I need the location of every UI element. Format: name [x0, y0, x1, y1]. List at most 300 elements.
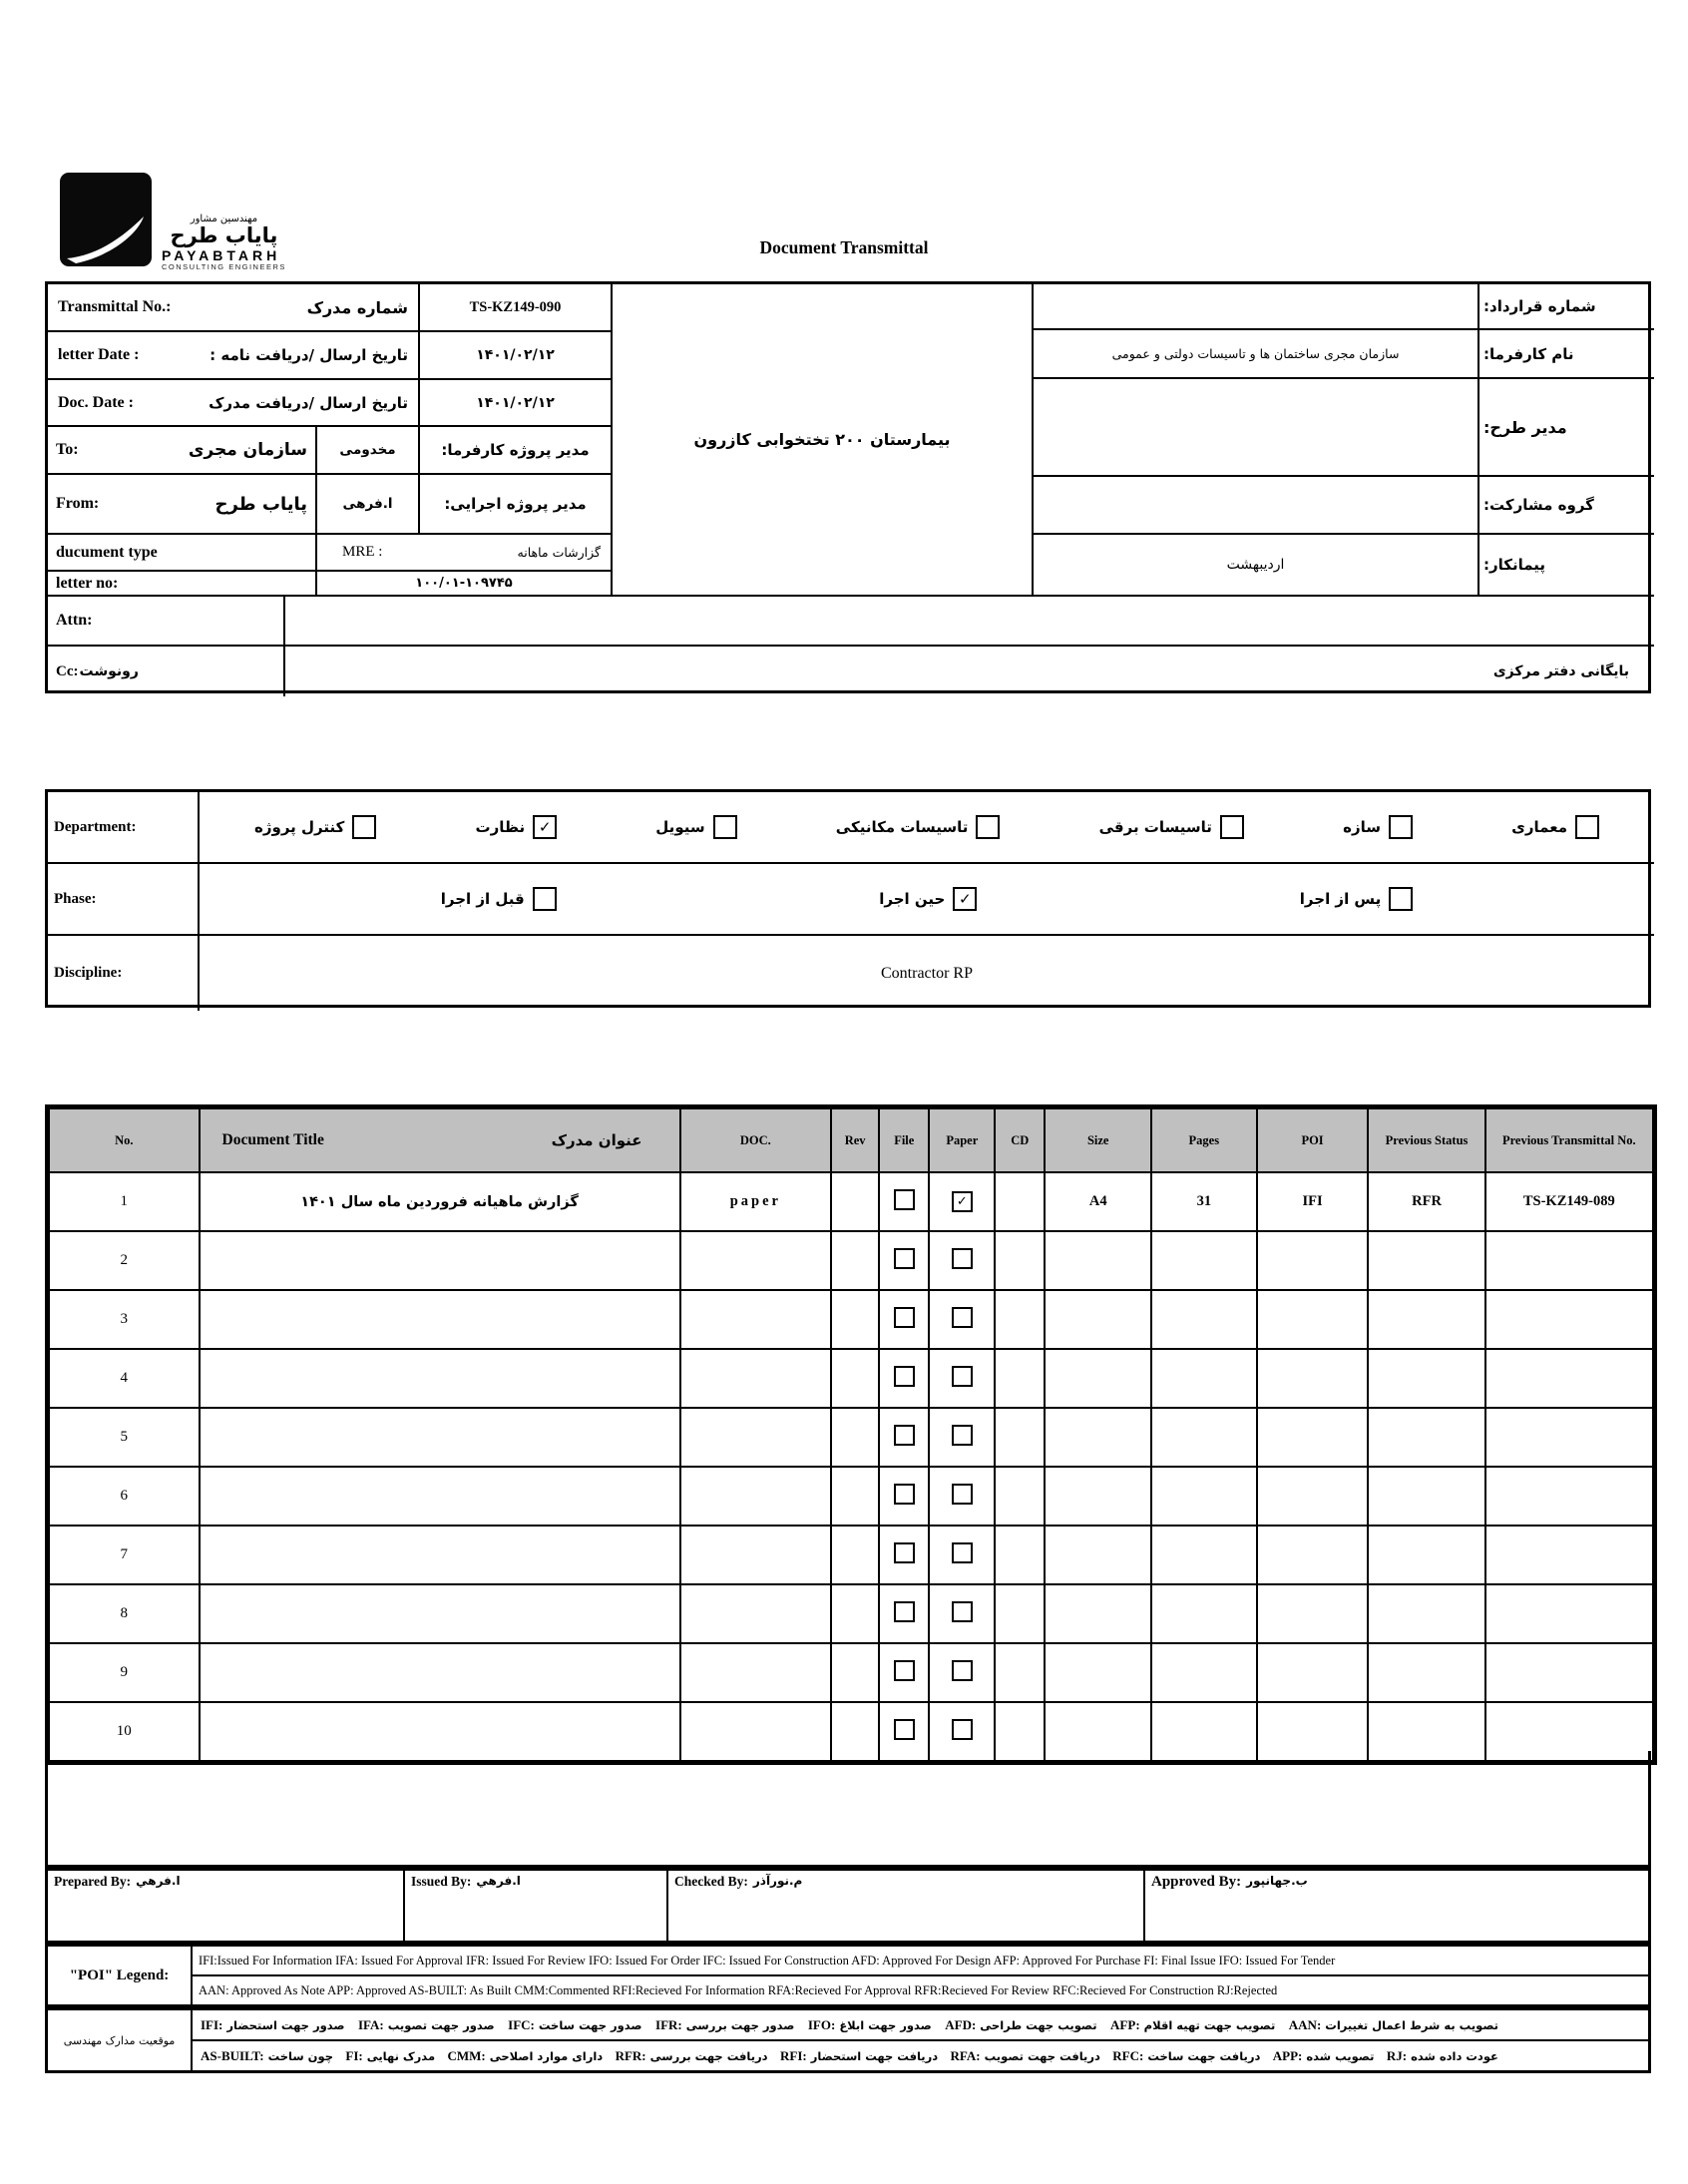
table-row — [49, 1408, 1653, 1467]
from-cell — [48, 475, 317, 535]
letter-date-label-fa: تاریخ ارسال /دریافت نامه : — [210, 346, 408, 364]
legend-item — [1387, 2048, 1498, 2064]
cell-pages — [1151, 1231, 1257, 1290]
legend-text: مدرک نهایی — [366, 2048, 436, 2063]
legend-item — [616, 2048, 768, 2064]
legend-item — [1273, 2048, 1375, 2064]
checkbox-label: پس از اجرا — [1299, 890, 1382, 908]
cell-pages: 31 — [1151, 1172, 1257, 1231]
transmittal-no-value: TS-KZ149-090 — [420, 284, 613, 332]
table-row — [49, 1584, 1653, 1643]
cell-poi — [1257, 1643, 1369, 1702]
checkbox-item — [441, 887, 557, 911]
transmittal-no-label-cell — [48, 284, 420, 332]
header-info-table — [45, 281, 1651, 693]
client-name-value: سازمان مجری ساختمان ها و تاسیسات دولتی و عمومی — [1034, 330, 1479, 379]
file-checkbox[interactable] — [894, 1542, 915, 1563]
cell-cd — [995, 1408, 1045, 1467]
col-header-prev-transmittal: Previous Transmittal No. — [1485, 1108, 1653, 1172]
legend-code: IFO: — [807, 2016, 836, 2032]
cell-doc — [680, 1643, 832, 1702]
cell-title: گزارش ماهیانه فروردین ماه سال ۱۴۰۱ — [200, 1172, 680, 1231]
legend-text: دریافت جهت تصویب — [984, 2048, 1100, 2063]
cell-paper — [929, 1526, 995, 1584]
brand-fa-big: پایاب طرح — [170, 223, 278, 248]
legend-code: AS-BUILT: — [201, 2047, 264, 2063]
to-cell — [48, 427, 317, 475]
col-header-title — [200, 1108, 680, 1172]
cell-rev — [831, 1643, 879, 1702]
cell-poi — [1257, 1584, 1369, 1643]
cell-pages — [1151, 1526, 1257, 1584]
phase-label-cell — [48, 864, 200, 936]
checkbox-item — [1099, 815, 1244, 839]
paper-checkbox[interactable] — [952, 1425, 973, 1446]
cell-cd — [995, 1172, 1045, 1231]
doc-date-value: ۱۴۰۱/۰۲/۱۲ — [420, 380, 613, 427]
cell-title — [200, 1290, 680, 1349]
checkbox-item — [879, 887, 977, 911]
cell-prev-status — [1368, 1408, 1484, 1467]
checkbox-item — [836, 815, 1001, 839]
col-header-size: Size — [1045, 1108, 1151, 1172]
brand-subtitle: CONSULTING ENGINEERS — [162, 262, 286, 272]
legend-item — [780, 2048, 938, 2064]
cell-rev — [831, 1467, 879, 1526]
cc-label-fa: رونوشت — [79, 663, 139, 679]
cell-no: 9 — [49, 1643, 200, 1702]
discipline-label: Discipline: — [54, 965, 123, 981]
cell-prev-status — [1368, 1643, 1484, 1702]
cc-value: بایگانی دفتر مرکزی — [1492, 663, 1629, 679]
file-checkbox[interactable] — [894, 1660, 915, 1681]
legend-text: تصویب جهت طراحی — [980, 2017, 1097, 2032]
document-list-table — [45, 1104, 1657, 1765]
cell-no: 10 — [49, 1702, 200, 1761]
department-label-cell — [48, 792, 200, 864]
cell-no: 8 — [49, 1584, 200, 1643]
legend-text: چون ساخت — [267, 2048, 333, 2063]
checkbox[interactable] — [1389, 815, 1413, 839]
cell-prev-status — [1368, 1584, 1484, 1643]
checkbox-item — [1300, 887, 1413, 911]
letter-no-value: ۱۰۰/۰۱-۱۰۹۷۴۵ — [317, 572, 613, 597]
checkbox[interactable] — [953, 887, 977, 911]
design-manager-label: مدیر طرح: — [1479, 379, 1654, 477]
remarks-empty-box — [45, 1751, 1651, 1868]
poi-legend-line1: IFI:Issued For Information IFA: Issued For Approval IFR: Issued For Review IFO: Issued For Order IFC: Issued For Construction AFD: Approved For Design AFP: Approved For Purchase FI: Final Issue IFO: Issued For Tender — [193, 1947, 1648, 1976]
table-row — [49, 1290, 1653, 1349]
cell-paper — [929, 1467, 995, 1526]
issued-by-cell — [405, 1871, 668, 1941]
jv-group-label: گروه مشارکت: — [1479, 477, 1654, 535]
attn-value — [285, 597, 1654, 647]
to-person: مخدومی — [317, 427, 420, 475]
cell-size — [1045, 1408, 1151, 1467]
legend-text: دریافت جهت استحضار — [810, 2048, 939, 2063]
checkbox-label: کنترل پروژه — [254, 818, 345, 836]
cell-size — [1045, 1643, 1151, 1702]
letter-date-value: ۱۴۰۱/۰۲/۱۲ — [420, 332, 613, 380]
cell-doc — [680, 1526, 832, 1584]
legend-code: AFD: — [945, 2016, 977, 2032]
paper-checkbox[interactable] — [952, 1660, 973, 1681]
cell-no: 6 — [49, 1467, 200, 1526]
cell-rev — [831, 1172, 879, 1231]
letter-date-label-en: letter Date : — [58, 346, 140, 363]
brand-latin: PAYABTARH — [162, 247, 281, 264]
cell-doc — [680, 1349, 832, 1408]
cell-prev-transmittal — [1485, 1643, 1653, 1702]
paper-checkbox[interactable] — [952, 1601, 973, 1622]
cell-no: 5 — [49, 1408, 200, 1467]
checkbox-label: قبل از اجرا — [440, 890, 525, 908]
checkbox[interactable] — [1220, 815, 1244, 839]
cell-paper — [929, 1290, 995, 1349]
checkbox-label: معماری — [1511, 818, 1567, 836]
phase-label: Phase: — [54, 890, 97, 907]
cell-prev-transmittal — [1485, 1408, 1653, 1467]
checkbox[interactable] — [713, 815, 737, 839]
legend-text: تصویب جهت تهیه اقلام — [1143, 2017, 1276, 2032]
col-header-doc: DOC. — [680, 1108, 832, 1172]
cell-doc — [680, 1290, 832, 1349]
cell-size — [1045, 1231, 1151, 1290]
paper-checkbox[interactable] — [952, 1307, 973, 1328]
legend-item — [655, 2017, 794, 2033]
col-header-title-fa: عنوان مدرک — [551, 1131, 642, 1149]
prepared-by-label: Prepared By: — [54, 1874, 132, 1889]
cell-prev-status — [1368, 1231, 1484, 1290]
checkbox[interactable] — [352, 815, 376, 839]
cell-pages — [1151, 1467, 1257, 1526]
cell-cd — [995, 1231, 1045, 1290]
transmittal-no-label-en: Transmittal No.: — [58, 298, 172, 315]
cell-paper — [929, 1408, 995, 1467]
cell-title — [200, 1526, 680, 1584]
approved-by-cell — [1145, 1871, 1648, 1941]
cell-prev-status: RFR — [1368, 1172, 1484, 1231]
legend-text: دریافت جهت بررسی — [649, 2048, 768, 2063]
contract-no-label: شماره قرارداد: — [1479, 284, 1654, 330]
to-label: To: — [56, 441, 79, 458]
contract-no-value — [1034, 284, 1479, 330]
classification-table — [45, 789, 1651, 1008]
checkbox-label: سازه — [1343, 818, 1381, 836]
cell-prev-transmittal — [1485, 1584, 1653, 1643]
brand-fa-small: مهندسین مشاور — [190, 213, 258, 224]
checkbox-item — [476, 815, 558, 839]
legend-text: تصویب به شرط اعمال تغییرات — [1325, 2017, 1498, 2032]
file-checkbox[interactable] — [894, 1366, 915, 1387]
legend-text: تصویب شده — [1306, 2048, 1375, 2063]
doc-type-value-cell — [317, 535, 613, 572]
cell-title — [200, 1467, 680, 1526]
cell-pages — [1151, 1584, 1257, 1643]
legend-text: دریافت جهت ساخت — [1147, 2048, 1261, 2063]
col-header-poi: POI — [1257, 1108, 1369, 1172]
project-name-cell: بیمارستان ۲۰۰ تختخوابی کازرون — [613, 284, 1034, 597]
cell-doc — [680, 1231, 832, 1290]
cell-size — [1045, 1467, 1151, 1526]
checkbox[interactable] — [533, 887, 557, 911]
cell-poi — [1257, 1290, 1369, 1349]
legend-text: صدور جهت تصویب — [387, 2017, 495, 2032]
legend-code: IFC: — [508, 2016, 535, 2032]
cell-pages — [1151, 1349, 1257, 1408]
legend-code: AFP: — [1110, 2016, 1140, 2032]
legend-code: IFR: — [655, 2016, 682, 2032]
legend-code: RFI: — [779, 2047, 807, 2063]
paper-checkbox[interactable] — [952, 1248, 973, 1269]
cell-poi: IFI — [1257, 1172, 1369, 1231]
legend-item — [358, 2017, 495, 2033]
prepared-by-value: ا.فرهي — [136, 1874, 181, 1888]
checkbox[interactable] — [976, 815, 1000, 839]
table-row — [49, 1231, 1653, 1290]
cell-poi — [1257, 1467, 1369, 1526]
cell-cd — [995, 1349, 1045, 1408]
checked-by-label: Checked By: — [674, 1874, 748, 1889]
cell-no: 3 — [49, 1290, 200, 1349]
attn-label: Attn: — [56, 612, 93, 629]
signature-row — [45, 1868, 1651, 1944]
cell-poi — [1257, 1231, 1369, 1290]
checkbox-item — [1511, 815, 1599, 839]
paper-checkbox[interactable] — [952, 1191, 973, 1212]
legend-text: صدور جهت ابلاغ — [839, 2017, 932, 2032]
legend-code: AAN: — [1288, 2016, 1322, 2032]
cell-file — [879, 1584, 929, 1643]
cell-pages — [1151, 1643, 1257, 1702]
paper-checkbox[interactable] — [952, 1484, 973, 1505]
file-checkbox[interactable] — [894, 1719, 915, 1740]
cell-no: 1 — [49, 1172, 200, 1231]
cell-poi — [1257, 1349, 1369, 1408]
cc-label-en: Cc: — [56, 662, 79, 679]
poi-legend — [45, 1944, 1651, 2007]
cell-prev-transmittal: TS-KZ149-089 — [1485, 1172, 1653, 1231]
paper-checkbox[interactable] — [952, 1366, 973, 1387]
paper-checkbox[interactable] — [952, 1542, 973, 1563]
col-header-file: File — [879, 1108, 929, 1172]
legend-item — [1110, 2017, 1275, 2033]
col-header-cd: CD — [995, 1108, 1045, 1172]
cell-pages — [1151, 1408, 1257, 1467]
doc-date-label-cell — [48, 380, 420, 427]
cell-prev-status — [1368, 1290, 1484, 1349]
col-header-no: No. — [49, 1108, 200, 1172]
from-person: ا.فرهی — [317, 475, 420, 535]
from-value: پایاب طرح — [214, 493, 307, 515]
poi-legend-title: "POI" Legend: — [48, 1947, 193, 2004]
cell-size: A4 — [1045, 1172, 1151, 1231]
cell-cd — [995, 1643, 1045, 1702]
legend-item — [808, 2017, 932, 2033]
doc-type-value: MRE : — [342, 544, 383, 560]
department-label: Department: — [54, 818, 137, 835]
cell-no: 7 — [49, 1526, 200, 1584]
table-row — [49, 1526, 1653, 1584]
cell-file — [879, 1643, 929, 1702]
legend-code: FI: — [345, 2047, 363, 2063]
phase-options — [200, 864, 1654, 936]
fa-legend-row1 — [193, 2010, 1648, 2041]
cell-cd — [995, 1584, 1045, 1643]
cell-poi — [1257, 1408, 1369, 1467]
page-title: Document Transmittal — [759, 237, 929, 257]
cell-file — [879, 1467, 929, 1526]
cell-title — [200, 1584, 680, 1643]
poi-legend-line2: AAN: Approved As Note APP: Approved AS-BUILT: As Built CMM:Commented RFI:Recieved For Information RFA:Recieved For Approval RFR:Recieved For Review RFC:Recieved For Construction RJ:Rejected — [199, 1982, 1278, 1997]
cell-doc: paper — [680, 1172, 832, 1231]
file-checkbox[interactable] — [894, 1248, 915, 1269]
cell-poi — [1257, 1526, 1369, 1584]
cell-size — [1045, 1290, 1151, 1349]
fa-legend — [45, 2007, 1651, 2073]
cell-title — [200, 1231, 680, 1290]
checked-by-cell — [668, 1871, 1145, 1941]
checkbox-label: سیویل — [655, 818, 705, 836]
contractor-label: پیمانکار: — [1479, 535, 1654, 597]
cell-cd — [995, 1290, 1045, 1349]
fa-legend-side-label: موقعیت مدارک مهندسی — [48, 2010, 193, 2070]
letter-no-label-cell — [48, 572, 317, 597]
checkbox-label: تاسیسات برقی — [1098, 818, 1212, 836]
file-checkbox[interactable] — [894, 1601, 915, 1622]
doc-type-label: ducument type — [56, 543, 158, 561]
col-header-paper: Paper — [929, 1108, 995, 1172]
approved-by-label: Approved By: — [1151, 1874, 1242, 1890]
legend-code: RFA: — [950, 2047, 981, 2063]
legend-code: RJ: — [1386, 2047, 1408, 2063]
checkbox[interactable] — [1389, 887, 1413, 911]
checked-by-value: م.نورآذر — [752, 1874, 803, 1888]
cell-prev-transmittal — [1485, 1290, 1653, 1349]
cell-rev — [831, 1231, 879, 1290]
exec-pm-label: مدیر پروژه اجرایی: — [420, 475, 613, 535]
checkbox[interactable] — [533, 815, 557, 839]
legend-text: صدور جهت ساخت — [538, 2017, 642, 2032]
cell-prev-transmittal — [1485, 1467, 1653, 1526]
department-options — [200, 792, 1654, 864]
letter-date-label-cell — [48, 332, 420, 380]
cell-doc — [680, 1467, 832, 1526]
checkbox-item — [655, 815, 736, 839]
cell-no: 4 — [49, 1349, 200, 1408]
paper-checkbox[interactable] — [952, 1719, 973, 1740]
doc-date-label-en: Doc. Date : — [58, 393, 134, 411]
cell-prev-status — [1368, 1467, 1484, 1526]
checkbox-label: نظارت — [475, 818, 526, 836]
doc-type-label-cell — [48, 535, 317, 572]
table-row — [49, 1467, 1653, 1526]
col-header-title-en: Document Title — [221, 1131, 324, 1148]
file-checkbox[interactable] — [894, 1189, 915, 1210]
legend-code: RFR: — [615, 2047, 646, 2063]
cell-paper — [929, 1231, 995, 1290]
cell-cd — [995, 1467, 1045, 1526]
cell-rev — [831, 1349, 879, 1408]
cc-label-cell — [48, 647, 285, 696]
cell-size — [1045, 1584, 1151, 1643]
to-value: سازمان مجری — [188, 440, 307, 460]
table-row — [49, 1349, 1653, 1408]
legend-text: صدور جهت بررسی — [685, 2017, 795, 2032]
cell-rev — [831, 1290, 879, 1349]
checkbox[interactable] — [1575, 815, 1599, 839]
cell-size — [1045, 1526, 1151, 1584]
legend-code: APP: — [1272, 2047, 1303, 2063]
cell-rev — [831, 1584, 879, 1643]
table-row — [49, 1172, 1653, 1231]
legend-item — [951, 2048, 1100, 2064]
cell-prev-transmittal — [1485, 1526, 1653, 1584]
cell-no: 2 — [49, 1231, 200, 1290]
cell-rev — [831, 1408, 879, 1467]
checkbox-label: حین اجرا — [879, 890, 946, 908]
cell-title — [200, 1408, 680, 1467]
checkbox-item — [254, 815, 376, 839]
cell-paper — [929, 1584, 995, 1643]
attn-label-cell — [48, 597, 285, 647]
checkbox-item — [1343, 815, 1413, 839]
legend-code: IFI: — [201, 2016, 223, 2032]
letter-no-label: letter no: — [56, 574, 119, 592]
file-checkbox[interactable] — [894, 1484, 915, 1505]
issued-by-label: Issued By: — [411, 1874, 472, 1889]
legend-text: دارای موارد اصلاحی — [489, 2048, 604, 2063]
issued-by-value: ا.فرهي — [476, 1874, 521, 1888]
from-label: From: — [56, 495, 100, 512]
legend-item — [201, 2017, 344, 2033]
cell-doc — [680, 1584, 832, 1643]
cell-prev-status — [1368, 1349, 1484, 1408]
legend-item — [201, 2048, 333, 2064]
table-row — [49, 1643, 1653, 1702]
doc-type-fa: گزارشات ماهانه — [517, 545, 601, 560]
legend-item — [508, 2017, 641, 2033]
cell-paper — [929, 1172, 995, 1231]
cell-pages — [1151, 1290, 1257, 1349]
legend-code: CMM: — [447, 2047, 486, 2063]
legend-text: صدور جهت استحضار — [226, 2017, 345, 2032]
fa-legend-row2 — [193, 2041, 1648, 2070]
design-manager-value — [1034, 379, 1479, 477]
cell-title — [200, 1643, 680, 1702]
transmittal-no-label-fa: شماره مدرک — [306, 297, 408, 317]
file-checkbox[interactable] — [894, 1307, 915, 1328]
cell-doc — [680, 1408, 832, 1467]
file-checkbox[interactable] — [894, 1425, 915, 1446]
cell-rev — [831, 1526, 879, 1584]
cell-file — [879, 1290, 929, 1349]
jv-group-value — [1034, 477, 1479, 535]
contractor-value: اردیبهشت — [1034, 535, 1479, 597]
cell-prev-status — [1368, 1526, 1484, 1584]
legend-item — [1112, 2048, 1260, 2064]
col-header-rev: Rev — [831, 1108, 879, 1172]
table-header-row — [49, 1108, 1653, 1172]
cell-cd — [995, 1526, 1045, 1584]
discipline-value: Contractor RP — [881, 964, 973, 982]
approved-by-value: ب.جهانپور — [1246, 1874, 1308, 1888]
col-header-pages: Pages — [1151, 1108, 1257, 1172]
client-name-label: نام کارفرما: — [1479, 330, 1654, 379]
discipline-label-cell — [48, 936, 200, 1011]
prepared-by-cell — [48, 1871, 405, 1941]
cell-title — [200, 1349, 680, 1408]
